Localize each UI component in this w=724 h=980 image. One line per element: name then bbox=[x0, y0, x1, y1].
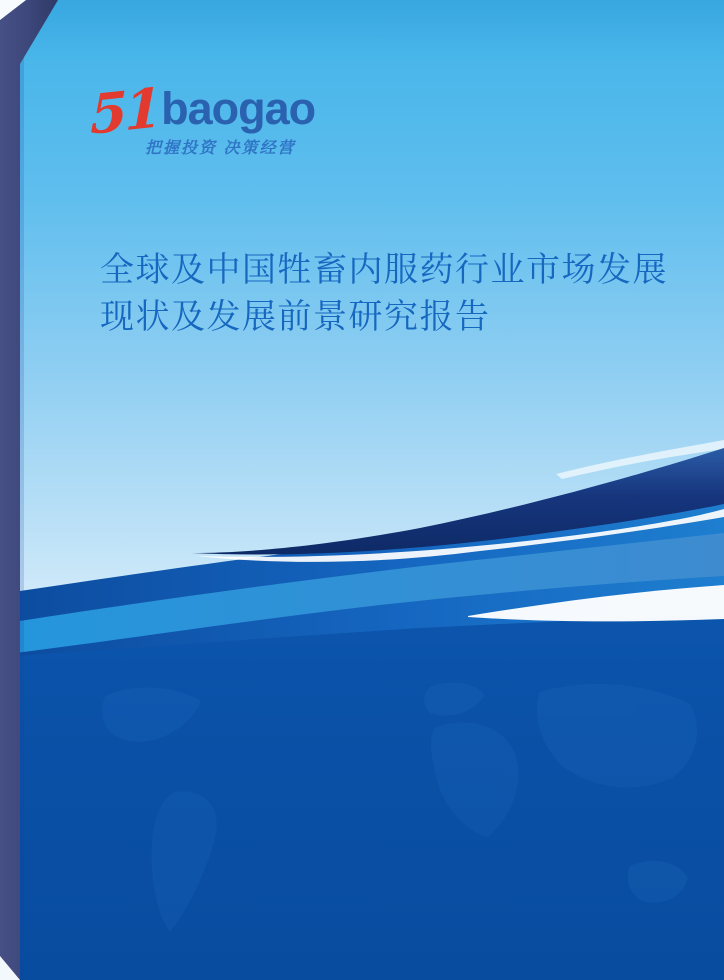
logo-wordmark bbox=[90, 75, 316, 147]
report-title bbox=[100, 247, 668, 341]
report-title-line2: 现状及发展前景研究报告 bbox=[100, 298, 491, 336]
brand-tagline: 把握投资 决策经营 bbox=[145, 140, 296, 157]
logo-name-baogao: baogao bbox=[161, 83, 316, 134]
spine-shadow bbox=[20, 40, 24, 980]
logo-prefix-51: 51 bbox=[90, 75, 159, 147]
wave-deep-mass bbox=[0, 615, 724, 980]
report-title-line1: 全球及中国牲畜内服药行业市场发展 bbox=[100, 251, 668, 289]
brand-logo bbox=[90, 75, 316, 157]
